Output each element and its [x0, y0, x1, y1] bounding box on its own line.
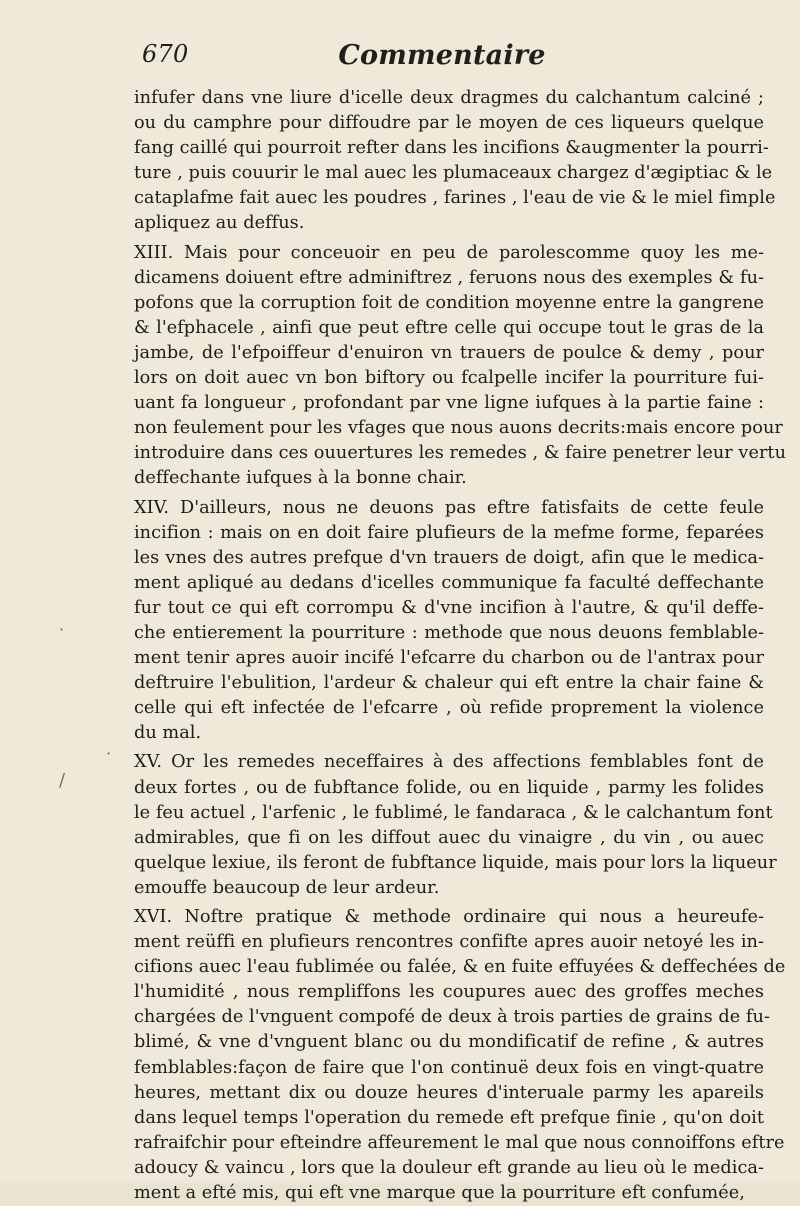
- text-line: che entierement la pourriture : methode que nous deuons femblable-: [134, 622, 764, 643]
- text-line: emouffe beaucoup de leur ardeur.: [134, 877, 440, 898]
- margin-mark-3: ·: [106, 744, 112, 763]
- running-title: Commentaire: [338, 40, 546, 71]
- paragraph: [134, 86, 776, 237]
- text-line: l'humidité , nous rempliffons les coupures auec des groffes meches: [134, 982, 764, 1003]
- text-line: apliquez au deffus.: [134, 213, 305, 234]
- paragraph: [134, 905, 786, 1206]
- text-line: fang caillé qui pourroit refter dans les incifions &augmenter la pourri-: [134, 138, 769, 159]
- text-line: non feulement pour les vfages que nous auons decrits:mais encore pour: [134, 418, 783, 439]
- text-line: admirables, que fi on les diffout auec du vinaigre , du vin , ou auec: [134, 827, 764, 848]
- text-line: XV. Or les remedes neceffaires à des affections femblables font de: [134, 752, 764, 773]
- text-line: ture , puis couurir le mal auec les plumaceaux chargez d'ægiptiac & le: [134, 163, 773, 184]
- text-line: uant fa longueur , profondant par vne ligne iufques à la partie faine :: [134, 393, 764, 414]
- text-line: les vnes des autres prefque d'vn trauers de doigt, afin que le medica-: [134, 547, 764, 568]
- text-line: ment reüffi en plufieurs rencontres confifte apres auoir netoyé les in-: [134, 932, 764, 953]
- text-line: XVI. Noftre pratique & methode ordinaire qui nous a heureufe-: [134, 907, 764, 927]
- text-line: fur tout ce qui eft corrompu & d'vne incifion à l'autre, & qu'il deffe-: [134, 597, 764, 618]
- text-line: jambe, de l'efpoiffeur d'enuiron vn trauers de poulce & demy , pour: [134, 342, 764, 363]
- text-line: pofons que la corruption foit de condition moyenne entre la gangrene: [134, 292, 764, 313]
- paragraph: [134, 750, 777, 901]
- page-header: [132, 40, 752, 80]
- page-number: 670: [142, 40, 189, 68]
- text-line: ment a efté mis, qui eft vne marque que la pourriture eft confumée,: [134, 1183, 745, 1204]
- text-line: deftruire l'ebulition, l'ardeur & chaleur qui eft entre la chair faine &: [134, 673, 764, 694]
- text-line: XIV. D'ailleurs, nous ne deuons pas eftre fatisfaits de cette feule: [134, 497, 764, 518]
- text-line: dicamens doiuent eftre adminiftrez , feruons nous des exemples & fu-: [134, 267, 764, 288]
- text-line: ment apliqué au dedans d'icelles communique fa faculté deffechante: [134, 572, 764, 593]
- text-line: du mal.: [134, 723, 202, 744]
- margin-mark-2: /: [59, 770, 66, 791]
- text-line: heures, mettant dix ou douze heures d'interuale parmy les apareils: [134, 1082, 764, 1103]
- text-line: cifions auec l'eau fublimée ou falée, & en fuite effuyées & deffechées de: [134, 957, 786, 978]
- text-line: infufer dans vne liure d'icelle deux dragmes du calchantum calciné ;: [134, 88, 764, 108]
- text-line: le feu actuel , l'arfenic , le fublimé, le fandaraca , & le calchantum font: [134, 802, 773, 823]
- text-line: dans lequel temps l'operation du remede eft prefque finie , qu'on doit: [134, 1107, 764, 1128]
- paragraph: [134, 496, 764, 747]
- text-line: XIII. Mais pour conceuoir en peu de parolescomme quoy les me-: [134, 242, 764, 263]
- text-line: quelque lexiue, ils feront de fubftance liquide, mais pour lors la liqueur: [134, 852, 777, 873]
- body-text: [134, 86, 786, 1204]
- text-line: ou du camphre pour diffoudre par le moyen de ces liqueurs quelque: [134, 113, 764, 134]
- text-line: lors on doit auec vn bon biftory ou fcalpelle incifer la pourriture fui-: [134, 368, 764, 389]
- paragraph: [134, 241, 786, 492]
- text-line: & l'efphacele , ainfi que peut eftre celle qui occupe tout le gras de la: [134, 317, 764, 338]
- text-line: introduire dans ces ouuertures les remedes , & faire penetrer leur vertu: [134, 443, 786, 464]
- text-line: celle qui eft infectée de l'efcarre , où refide proprement la violence: [134, 698, 764, 719]
- text-line: incifion : mais on en doit faire plufieurs de la mefme forme, feparées: [134, 522, 764, 543]
- text-line: adoucy & vaincu , lors que la douleur eft grande au lieu où le medica-: [134, 1157, 764, 1178]
- text-line: rafraifchir pour efteindre affeurement le mal que nous connoiffons eftre: [134, 1132, 785, 1153]
- text-line: chargées de l'vnguent compofé de deux à trois parties de grains de fu-: [134, 1007, 770, 1028]
- margin-mark-1: ·: [59, 620, 65, 639]
- text-line: deffechante iufques à la bonne chair.: [134, 468, 467, 489]
- text-line: cataplafme fait auec les poudres , farines , l'eau de vie & le miel fimple: [134, 188, 776, 209]
- text-line: deux fortes , ou de fubftance folide, ou en liquide , parmy les folides: [134, 777, 764, 798]
- text-line: femblables:façon de faire que l'on continuë deux fois en vingt-quatre: [134, 1057, 764, 1078]
- text-line: ment tenir apres auoir incifé l'efcarre du charbon ou de l'antrax pour: [134, 648, 764, 669]
- text-line: blimé, & vne d'vnguent blanc ou du mondificatif de refine , & autres: [134, 1032, 764, 1053]
